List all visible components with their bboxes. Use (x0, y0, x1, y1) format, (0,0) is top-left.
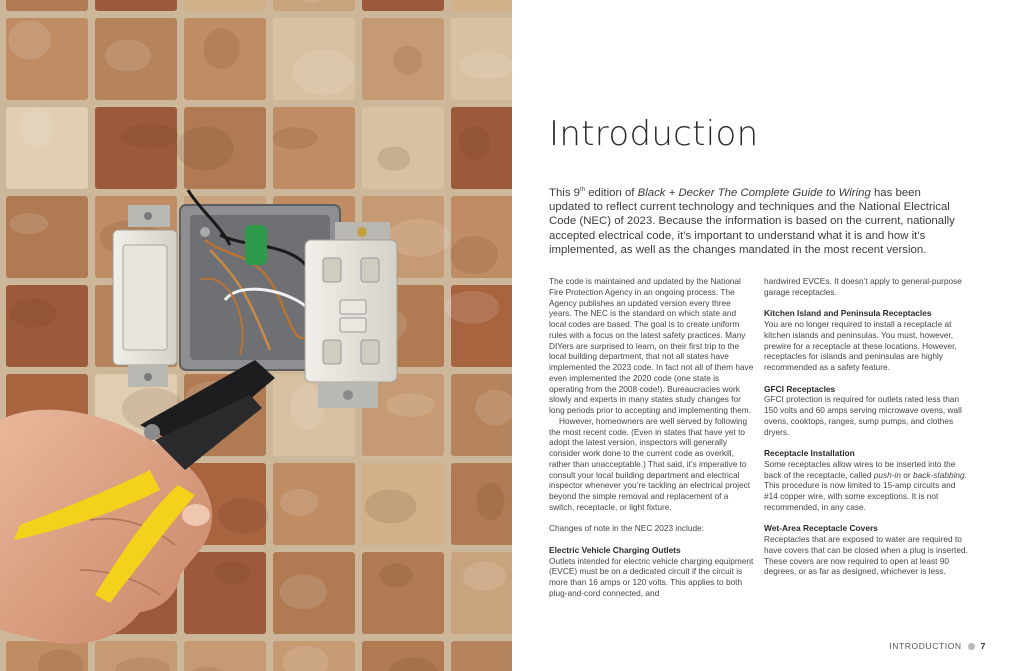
body-paragraph: GFCI protection is required for outlets rated less than 150 volts and 60 amps serving microwave ovens, wall ovens, cooktops, ranges, sump pumps, and clothes dryers. (764, 394, 962, 437)
section-heading: Receptacle Installation (764, 448, 855, 458)
body-paragraph: Changes of note in the NEC 2023 include: (549, 523, 704, 534)
left-column (549, 276, 755, 599)
install-term-back-stabbing: back-stabbing (913, 469, 965, 480)
body-paragraph: Receptacles that are exposed to water are required to have covers that can be closed when a plug is inserted. These covers are now required to open at least 90 degrees, or as far as designed, whichever is less. (764, 534, 968, 577)
footer-dot-icon (968, 643, 975, 650)
section-heading: Wet-Area Receptacle Covers (764, 523, 878, 534)
body-paragraph: However, homeowners are well served by following the most recent code. (Even in states that have yet to adopt the latest version, inspectors will generally consider work done to the current code as overkill, rather than unacceptable.) That said, it’s imperative to consult your local building department and electrical inspector whenever you’re tackling an electrical project beyond the simple removal and replacement of a switch, receptacle, or light fixture. (549, 415, 751, 512)
book-title: Black + Decker The Complete Guide to Wiring (637, 187, 871, 199)
install-text-1: Some receptacles allow wires to be inserted into the back of the receptacle, called (764, 458, 956, 480)
page-number: 7 (980, 641, 986, 651)
install-text-3: . This procedure is now limited to 15-amp circuits and #14 copper wire, with some exceptions. It is not recommended, in any case. (764, 469, 967, 512)
text-page (512, 0, 1024, 671)
intro-paragraph (549, 186, 955, 257)
body-paragraph (764, 459, 970, 513)
body-paragraph: hardwired EVCEs. It doesn’t apply to general-purpose garage receptacles. (764, 276, 962, 297)
footer-section-label: INTRODUCTION (889, 641, 962, 651)
section-heading: Electric Vehicle Charging Outlets (549, 544, 681, 555)
body-paragraph: You are no longer required to install a receptacle at kitchen islands and peninsulas. You must, however, prewire for a receptacle at these locations. However, receptacles for islands and peninsulas are highly recommended as a safety feature. (764, 319, 957, 372)
body-paragraph: The code is maintained and updated by the National Fire Protection Agency in an ongoing process. The Agency publishes an updated version every three years. The NEC is the standard on which state and local codes are based. The goal is to create uniform rules with a focus on the latest safety practices. Many DIYers are surprised to learn, on their first trip to the local building department, that not all states have implemented the 2023 code. In fact not all of them have even implemented the 2020 code (one state is operating from the 2008 code!). Bureaucracies work slowly and experts in many states study changes for long periods prior to accepting and implementing them. (549, 276, 754, 415)
gfci-receptacle (305, 222, 397, 408)
page-title: Introduction (549, 114, 759, 154)
section-heading: Kitchen Island and Peninsula Receptacles (764, 308, 932, 319)
install-text-2: or (901, 469, 913, 480)
right-column (764, 276, 970, 577)
light-switch (113, 205, 177, 387)
intro-superscript: th (580, 187, 586, 194)
section-heading: GFCI Receptacles (764, 383, 836, 394)
install-term-push-in: push-in (873, 469, 901, 480)
body-paragraph: Outlets intended for electric vehicle charging equipment (EVCE) must be on a dedicated circuit if the circuit is more than 16 amps or 120 volts. This applies to both plug-and-cord connected, and (549, 555, 754, 598)
intro-text-1: This 9 (549, 187, 581, 199)
page-footer (889, 641, 986, 651)
intro-text-2: edition of (585, 187, 638, 199)
intro-text-3: has been updated to reflect current technology and techniques and the National Electrical Code (NEC) of 2023. Because the information is based on the current, nationally accepted electrical code, it’s important to understand what it is and how it’s implemented, as well as the changes mandated in the most recent version. (549, 187, 955, 256)
